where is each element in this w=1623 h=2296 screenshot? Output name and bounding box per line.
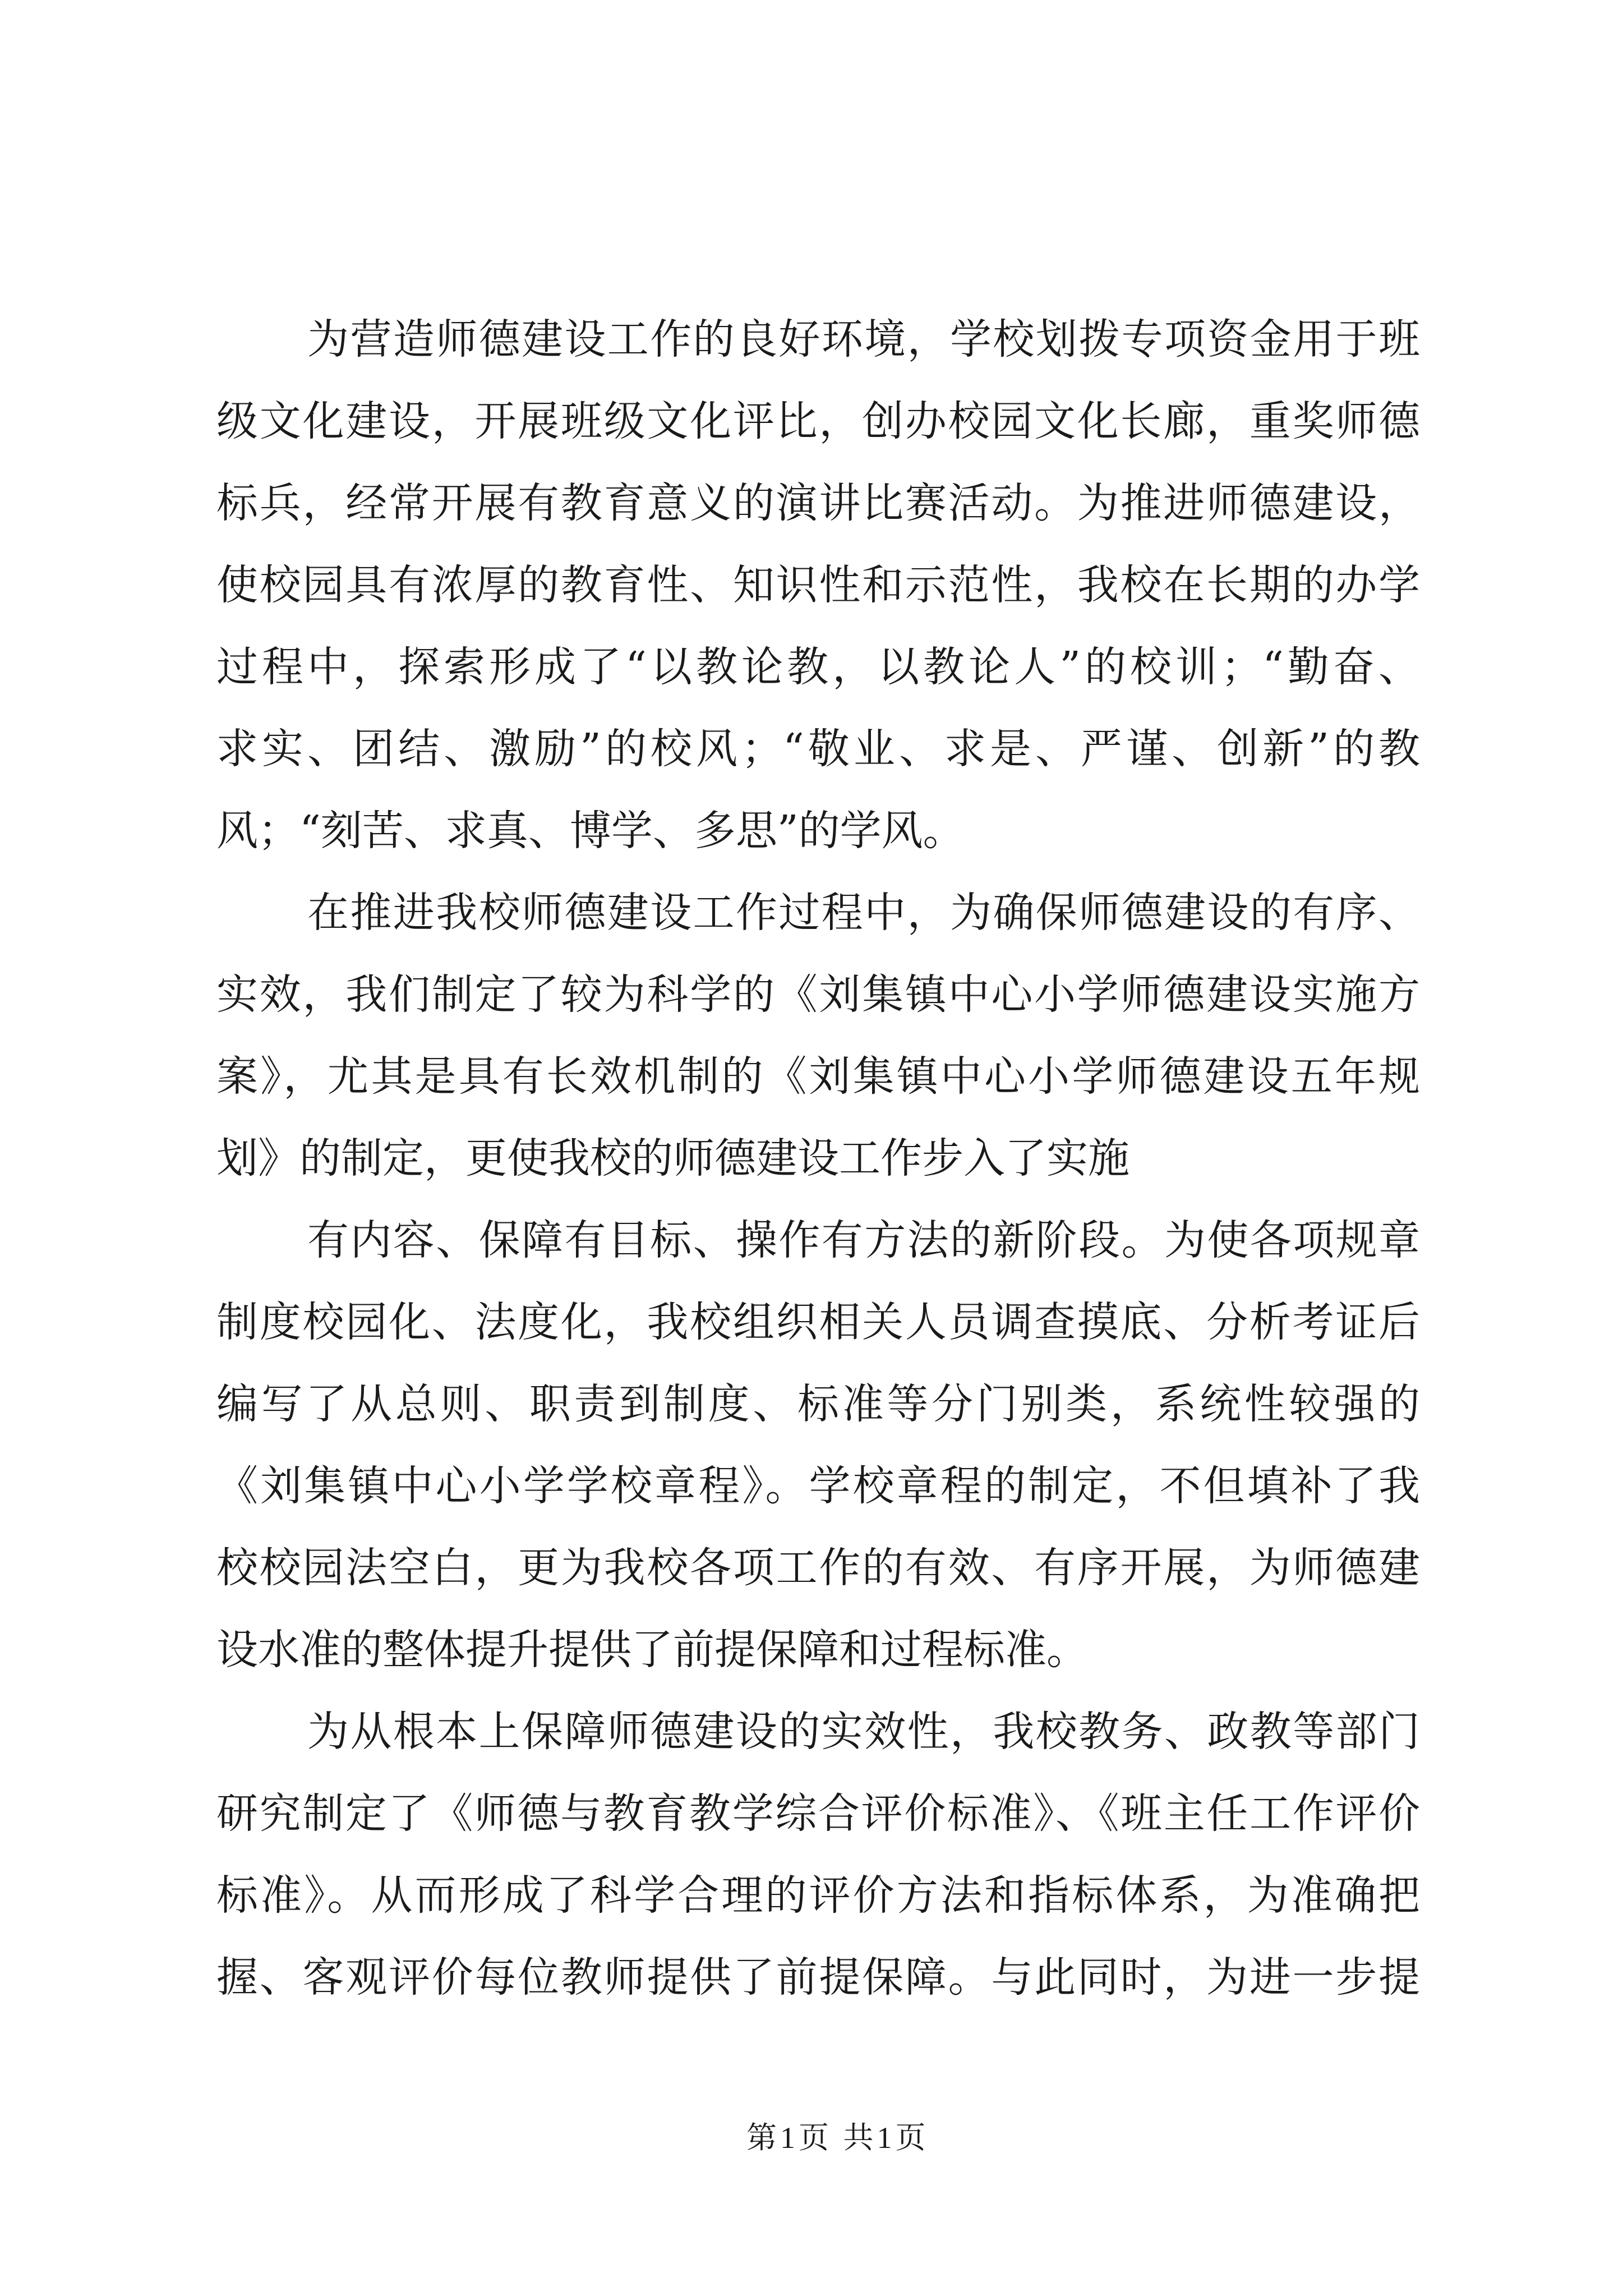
- page-number-footer: 第1页 共1页: [746, 2121, 929, 2155]
- paragraph-4-line-4: 握、客观评价每位教师提供了前提保障。与此同时，为进一步提: [216, 1953, 1420, 2001]
- paragraph-3-line-1: 有内容、保障有目标、操作有方法的新阶段。为使各项规章: [307, 1216, 1420, 1264]
- paragraph-4: [216, 1691, 1420, 2018]
- paragraph-1-line-5: 过程中，探索形成了“以教论教，以教论人”的校训；“勤奋、: [216, 643, 1420, 691]
- paragraph-1-line-4: 使校园具有浓厚的教育性、知识性和示范性，我校在长期的办学: [216, 561, 1420, 609]
- paragraph-2: [216, 872, 1420, 1199]
- paragraph-3-line-2: 制度校园化、法度化，我校组织相关人员调查摸底、分析考证后: [216, 1298, 1420, 1346]
- paragraph-2-line-1: 在推进我校师德建设工作过程中，为确保师德建设的有序、: [307, 889, 1420, 937]
- paragraph-4-line-2: 研究制定了《师德与教育教学综合评价标准》、《班主任工作评价: [216, 1789, 1420, 1838]
- paragraph-1-line-2: 级文化建设，开展班级文化评比，创办校园文化长廊，重奖师德: [216, 397, 1420, 445]
- paragraph-1-line-1: 为营造师德建设工作的良好环境，学校划拨专项资金用于班: [307, 315, 1420, 364]
- paragraph-1-line-7: 风；“刻苦、求真、博学、多思”的学风。: [216, 807, 965, 855]
- paragraph-4-line-1: 为从根本上保障师德建设的实效性，我校教务、政教等部门: [307, 1708, 1420, 1756]
- paragraph-3-line-6: 设水准的整体提升提供了前提保障和过程标准。: [216, 1626, 1088, 1674]
- paragraph-3-line-4: 《刘集镇中心小学学校章程》。学校章程的制定，不但填补了我: [216, 1462, 1420, 1510]
- paragraph-2-line-4: 划》的制定，更使我校的师德建设工作步入了实施: [216, 1134, 1129, 1182]
- paragraph-2-line-2: 实效，我们制定了较为科学的《刘集镇中心小学师德建设实施方: [216, 970, 1420, 1019]
- paragraph-2-line-3: 案》，尤其是具有长效机制的《刘集镇中心小学师德建设五年规: [216, 1052, 1420, 1101]
- paragraph-3-line-3: 编写了从总则、职责到制度、标准等分门别类，系统性较强的: [216, 1380, 1420, 1428]
- paragraph-3: [216, 1199, 1420, 1691]
- paragraph-3-line-5: 校校园法空白，更为我校各项工作的有效、有序开展，为师德建: [216, 1544, 1420, 1592]
- paragraph-1-line-6: 求实、团结、激励”的校风；“敬业、求是、严谨、创新”的教: [216, 725, 1420, 773]
- paragraph-1-line-3: 标兵，经常开展有教育意义的演讲比赛活动。为推进师德建设，: [216, 479, 1420, 527]
- paragraph-1: [216, 298, 1420, 872]
- paragraph-4-line-3: 标准》。从而形成了科学合理的评价方法和指标体系，为准确把: [216, 1871, 1420, 1920]
- document-body: [216, 298, 1420, 2018]
